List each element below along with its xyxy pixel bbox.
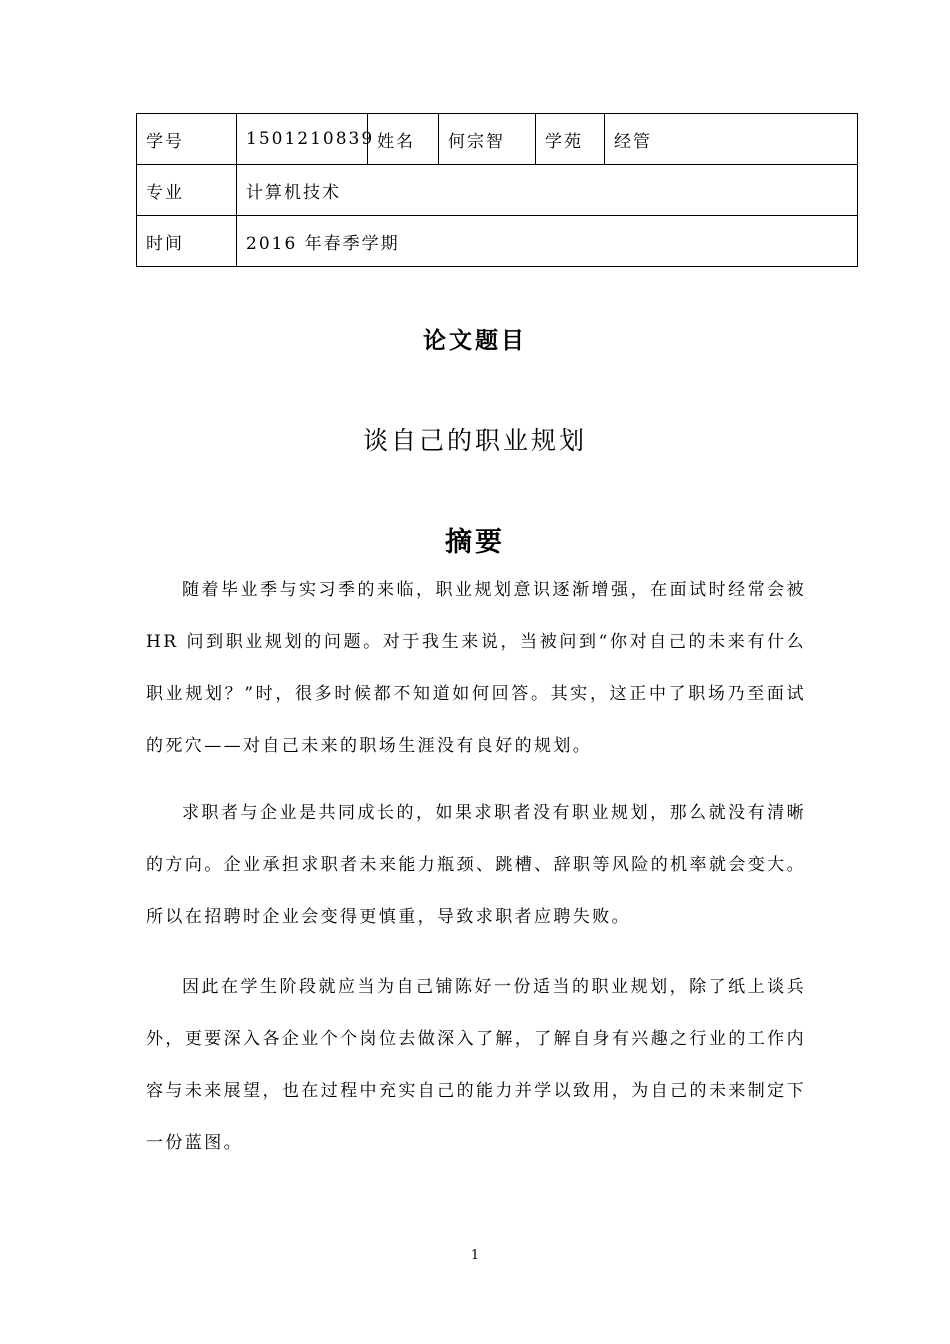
abstract-paragraph: 随着毕业季与实习季的来临，职业规划意识逐渐增强，在面试时经常会被HR 问到职业规划的问题。对于我生来说，当被问到“你对自己的未来有什么职业规划？”时，很多时候都不知道如何回答。其实，这正中了职场乃至面试的死穴——对自己未来的职场生涯没有良好的规划。 — [146, 580, 806, 756]
name-label: 姓名 — [368, 114, 439, 165]
name-value: 何宗智 — [439, 114, 536, 165]
school-value: 经管 — [605, 114, 858, 165]
abstract-heading: 摘要 — [445, 527, 505, 558]
page-number: 1 — [470, 1248, 480, 1263]
table-row — [137, 165, 858, 216]
student-id-value: 1501210839 — [237, 114, 368, 165]
major-label: 专业 — [137, 165, 237, 216]
thesis-label-heading: 论文题目 — [423, 327, 527, 354]
school-label: 学苑 — [536, 114, 605, 165]
major-value: 计算机技术 — [237, 165, 858, 216]
thesis-title: 谈自己的职业规划 — [362, 426, 587, 455]
student-info-table — [136, 113, 858, 267]
table-row — [137, 216, 858, 267]
time-value: 2016 年春季学期 — [237, 216, 858, 267]
table-row — [137, 114, 858, 165]
time-label: 时间 — [137, 216, 237, 267]
abstract-paragraph: 求职者与企业是共同成长的，如果求职者没有职业规划，那么就没有清晰的方向。企业承担求职者未来能力瓶颈、跳槽、辞职等风险的机率就会变大。所以在招聘时企业会变得更慎重，导致求职者应聘失败。 — [146, 803, 806, 927]
abstract-paragraph: 因此在学生阶段就应当为自己铺陈好一份适当的职业规划，除了纸上谈兵外，更要深入各企业个个岗位去做深入了解，了解自身有兴趣之行业的工作内容与未来展望，也在过程中充实自己的能力并学以致用，为自己的未来制定下一份蓝图。 — [146, 977, 806, 1153]
student-id-label: 学号 — [137, 114, 237, 165]
